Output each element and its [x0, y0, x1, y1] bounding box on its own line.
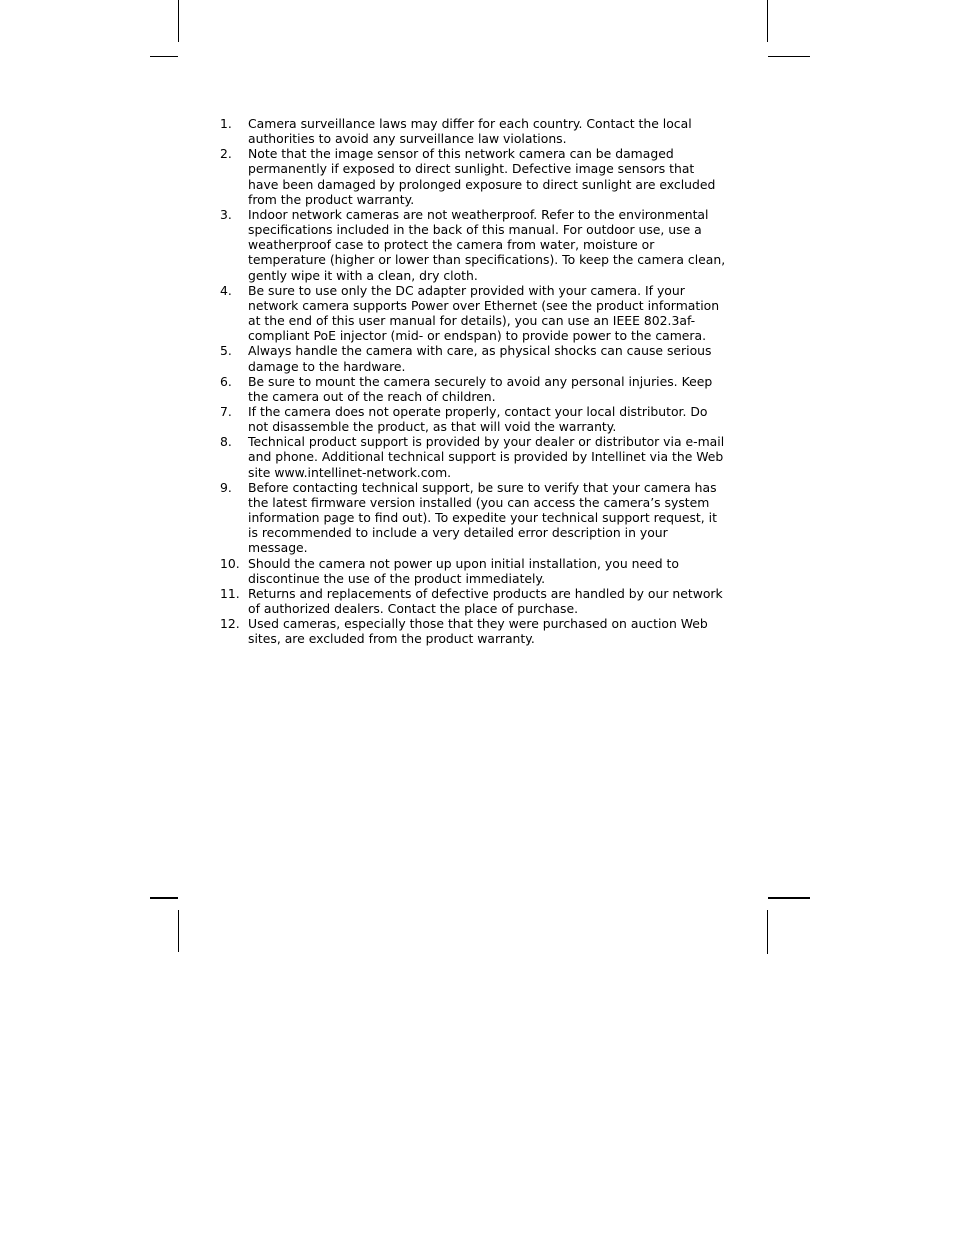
crop-mark-top-left-horizontal	[150, 56, 178, 57]
item-text: Used cameras, especially those that they were purchased on auction Web sites, are excluded from the product warranty.	[248, 616, 708, 647]
list-item	[220, 374, 728, 404]
item-number: 5.	[220, 343, 232, 359]
item-number: 9.	[220, 479, 232, 495]
item-number: 7.	[220, 403, 232, 419]
crop-mark-bottom-right-vertical	[767, 910, 768, 954]
item-text: Camera surveillance laws may differ for each country. Contact the local authorities to avoid any surveillance law violations.	[248, 116, 692, 147]
item-number: 2.	[220, 146, 232, 162]
item-number: 4.	[220, 282, 232, 298]
crop-mark-top-left-vertical	[178, 0, 179, 42]
list-item	[220, 480, 728, 556]
item-text: Technical product support is provided by your dealer or distributor via e-mail and phone. Additional technical support is provided by Intellinet via the Web site www.intellinet-network.com.	[248, 434, 725, 480]
item-number: 3.	[220, 206, 232, 222]
item-text: If the camera does not operate properly, contact your local distributor. Do not disassemble the product, as that will void the warranty.	[248, 403, 708, 435]
item-text: Be sure to use only the DC adapter provided with your camera. If your network camera supports Power over Ethernet (see the product information at the end of this user manual for details), you can use an IEEE 802.3af-compliant PoE injector (mid- or endspan) to provide power to the camera.	[248, 282, 720, 344]
crop-mark-bottom-right-horizontal	[768, 897, 810, 899]
item-text: Before contacting technical support, be sure to verify that your camera has the latest firmware version installed (you can access the camera’s system information page to find out). To expedite your technical support request, it is recommended to include a very detailed error description in your message.	[248, 479, 717, 556]
item-text: Should the camera not power up upon initial installation, you need to discontinue the use of the product immediately.	[248, 555, 679, 586]
list-item	[220, 616, 728, 646]
item-number: 11.	[220, 585, 240, 601]
list-item	[220, 146, 728, 207]
item-text: Be sure to mount the camera securely to avoid any personal injuries. Keep the camera out of the reach of children.	[248, 373, 713, 404]
item-text: Always handle the camera with care, as physical shocks can cause serious damage to the hardware.	[248, 343, 712, 374]
item-text: Indoor network cameras are not weatherproof. Refer to the environmental specifications included in the back of this manual. For outdoor use, use a weatherproof case to protect the camera from water, moisture or temperature (higher or lower than specifications). To keep the camera clean, gently wipe it with a clean, dry cloth.	[248, 206, 726, 283]
crop-mark-top-right-vertical	[767, 0, 768, 42]
list-item	[220, 404, 728, 434]
list-item	[220, 556, 728, 586]
item-text: Returns and replacements of defective products are handled by our network of authorized dealers. Contact the place of purchase.	[248, 585, 723, 616]
list-item	[220, 207, 728, 283]
crop-mark-bottom-left-vertical	[178, 910, 179, 952]
crop-mark-top-right-horizontal	[768, 56, 810, 57]
crop-mark-bottom-left-horizontal	[150, 897, 178, 899]
list-item	[220, 343, 728, 373]
safety-notes-list	[220, 116, 728, 646]
list-item	[220, 283, 728, 344]
list-item	[220, 116, 728, 146]
item-number: 6.	[220, 373, 232, 389]
item-number: 8.	[220, 434, 232, 450]
item-number: 1.	[220, 116, 232, 131]
item-number: 12.	[220, 616, 240, 632]
list-item	[220, 434, 728, 479]
item-number: 10.	[220, 555, 240, 571]
list-item	[220, 586, 728, 616]
item-text: Note that the image sensor of this network camera can be damaged permanently if exposed to direct sunlight. Defective image sensors that have been damaged by prolonged exposure to direct sunlight are excluded from the product warranty.	[248, 146, 716, 207]
